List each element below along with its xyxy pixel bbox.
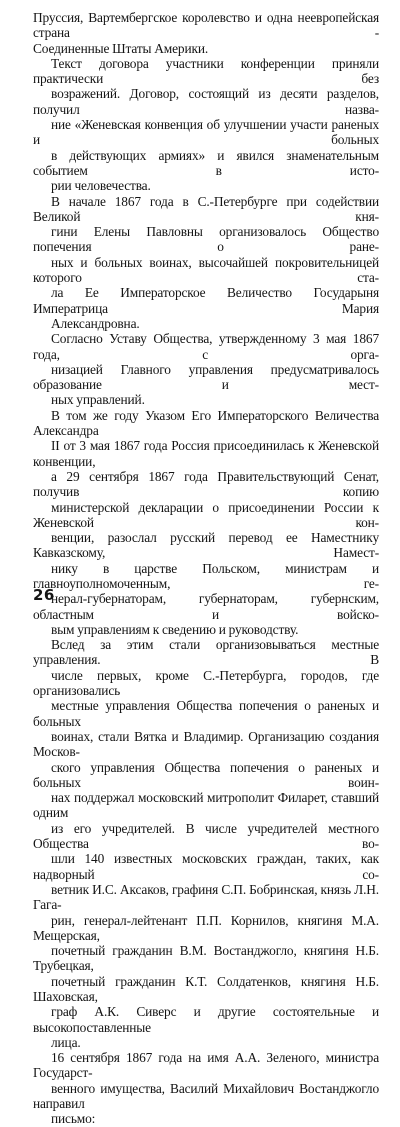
text-line: местные управления Общества попечения о раненых и больных <box>33 698 379 729</box>
text-line: возражений. Договор, состоящий из десяти разделов, получил назва- <box>33 86 379 117</box>
text-line: почетный гражданин В.М. Востанджогло, княгиня Н.Б. Трубецкая, <box>33 943 379 974</box>
text-line: Текст договора участники конференции приняли практически без <box>33 55 379 87</box>
text-line: 16 сентября 1867 года на имя А.А. Зеленого, министра Государст- <box>33 1050 379 1081</box>
text-line: низацией Главного управления предусматривалось образование и мест- <box>33 361 379 393</box>
paragraph <box>33 637 379 1050</box>
body-text <box>33 10 379 1127</box>
text-line: венного имущества, Василий Михайлович Востанджогло направил <box>33 1080 379 1112</box>
text-line: В том же году Указом Его Императорского Величества Александра <box>33 407 379 439</box>
text-line: шли 140 известных московских граждан, таких, как надворный со- <box>33 851 379 882</box>
paragraph <box>33 56 379 194</box>
paragraph <box>33 1050 379 1126</box>
text-line: гини Елены Павловны организовалось Общество попечения о ране- <box>33 224 379 255</box>
text-line: нику в царстве Польском, министрам и главноуполномоченным, ге- <box>33 560 379 591</box>
text-line: ского управления Общества попечения о раненых и больных воин- <box>33 759 379 790</box>
text-line: II от 3 мая 1867 года Россия присоединилась к Женевской конвенции, <box>33 438 379 469</box>
text-line: Вслед за этим стали организовываться местные управления. В <box>33 637 379 668</box>
text-line: в действующих армиях» и явился знаменательным событием в исто- <box>33 147 379 178</box>
text-line: письмо: <box>51 1111 96 1127</box>
paragraph <box>33 10 379 56</box>
text-line: а 29 сентября 1867 года Правительствующий Сенат, получив копию <box>33 468 379 500</box>
paragraph <box>33 331 379 407</box>
text-line: ветник И.С. Аксаков, графиня С.П. Бобринская, князь Л.Н. Гага- <box>33 881 379 913</box>
text-line: нах поддержал московский митрополит Филарет, ставший одним <box>33 790 379 821</box>
text-line: нерал-губернаторам, губернаторам, губернским, областным и войско- <box>33 591 379 622</box>
text-line: вым управлениям к сведению и руководству. <box>51 621 299 637</box>
paragraph <box>33 408 379 637</box>
text-line: рин, генерал-лейтенант П.П. Корнилов, княгиня М.А. Мещерская, <box>33 912 379 943</box>
text-line: из его учредителей. В числе учредителей местного Общества во- <box>33 820 379 852</box>
text-line: министерской декларации о присоединении России к Женевской кон- <box>33 499 379 530</box>
text-line: В начале 1867 года в С.-Петербурге при содействии Великой кня- <box>33 193 379 224</box>
text-line: Согласно Уставу Общества, утвержденному 3 мая 1867 года, с орга- <box>33 331 379 362</box>
text-line: Александровна. <box>51 315 140 331</box>
page-number: 26 <box>33 586 55 604</box>
text-line: ла Ее Императорское Величество Государыня Императрица Мария <box>33 285 379 316</box>
text-line: ных и больных воинах, высочайшей покровительницей которого ста- <box>33 254 379 286</box>
text-line: граф А.К. Сиверс и другие состоятельные и высокопоставленные <box>33 1004 379 1035</box>
text-line: Соединенные Штаты Америки. <box>33 40 209 56</box>
text-line: числе первых, кроме С.-Петербурга, городов, где организовались <box>33 667 379 699</box>
text-line: воинах, стали Вятка и Владимир. Организацию создания Москов- <box>33 728 379 760</box>
text-line: ных управлений. <box>51 392 145 408</box>
paragraph <box>33 194 379 332</box>
text-line: почетный гражданин К.Т. Солдатенков, княгиня Н.Б. Шаховская, <box>33 973 379 1004</box>
text-line: Пруссия, Вартембергское королевство и одна неевропейская страна - <box>33 10 379 41</box>
text-line: ние «Женевская конвенция об улучшении участи раненых и больных <box>33 117 379 148</box>
text-line: лица. <box>51 1034 81 1050</box>
text-line: рии человечества. <box>51 178 151 194</box>
text-line: венции, разослал русский перевод ее Наместнику Кавказскому, Намест- <box>33 530 379 561</box>
